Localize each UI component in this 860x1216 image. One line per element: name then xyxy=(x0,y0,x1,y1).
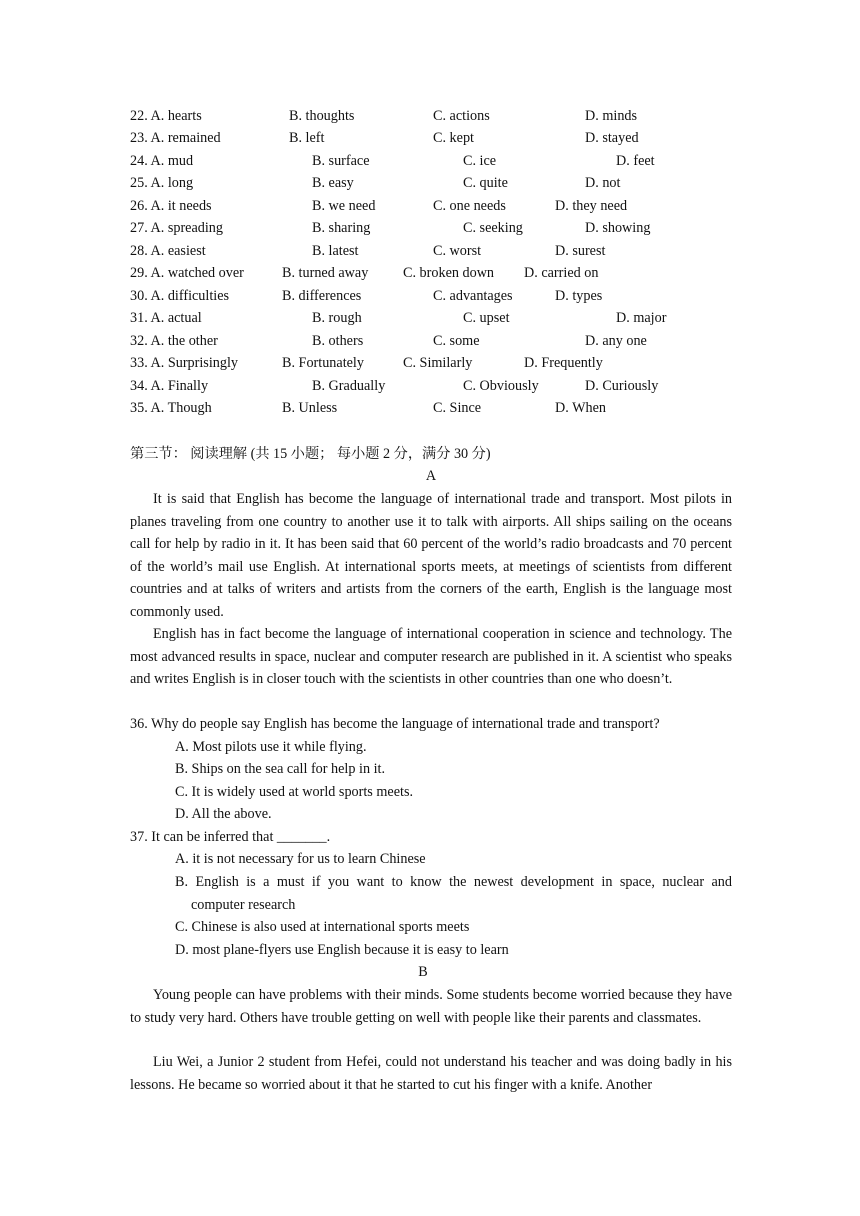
question-37-stem: 37. It can be inferred that _______. xyxy=(130,829,331,845)
option-c: C. actions xyxy=(433,108,490,124)
option-d: D. Frequently xyxy=(524,355,603,371)
option-b: B. others xyxy=(312,333,364,349)
passage-a-label: A xyxy=(425,468,437,484)
question-37-option-a: A. it is not necessary for us to learn Chinese xyxy=(175,851,426,867)
option-d: D. feet xyxy=(616,153,655,169)
option-a: 25. A. long xyxy=(130,175,194,191)
passage-a-paragraph-2: English has in fact become the language of international cooperation in science and technology. The most advanced results in space, nuclear and computer research are published in it. A scientist who speaks and writes English is in closer touch with the scientists in other countries than one who doesn’t. xyxy=(130,626,732,688)
option-b: B. Gradually xyxy=(312,378,386,394)
cloze-row-34 xyxy=(130,375,740,397)
option-b: B. latest xyxy=(312,243,359,259)
option-d: D. showing xyxy=(585,220,651,236)
question-36-option-d: D. All the above. xyxy=(175,806,272,822)
option-a: 29. A. watched over xyxy=(130,265,244,281)
option-a: 34. A. Finally xyxy=(130,378,209,394)
cloze-row-28 xyxy=(130,240,740,262)
question-36-option-a: A. Most pilots use it while flying. xyxy=(175,739,367,755)
question-37-option-c: C. Chinese is also used at international sports meets xyxy=(175,919,470,935)
option-c: C. ice xyxy=(463,153,497,169)
option-c: C. advantages xyxy=(433,288,513,304)
option-d: D. any one xyxy=(585,333,647,349)
option-c: C. upset xyxy=(463,310,510,326)
question-36-stem: 36. Why do people say English has become the language of international trade and transport? xyxy=(130,716,660,732)
option-d: D. types xyxy=(555,288,603,304)
option-b: B. differences xyxy=(282,288,362,304)
question-37-option-b-line-2: computer research xyxy=(191,896,296,913)
option-b: B. Fortunately xyxy=(282,355,364,371)
cloze-row-30 xyxy=(130,285,740,307)
cloze-row-23 xyxy=(130,127,740,149)
option-a: 32. A. the other xyxy=(130,333,218,349)
option-a: 22. A. hearts xyxy=(130,108,202,124)
option-c: C. kept xyxy=(433,130,474,146)
question-37-option-b-line-1: B. English is a must if you want to know the newest development in space, nuclear and xyxy=(175,874,732,890)
passage-b-paragraph-1: Young people can have problems with their minds. Some students become worried because they have to study very hard. Others have trouble getting on well with people like their parents and classmates. xyxy=(130,987,732,1026)
question-37-option-d: D. most plane-flyers use English because it is easy to learn xyxy=(175,942,509,958)
cloze-row-35 xyxy=(130,397,740,419)
cloze-row-29 xyxy=(130,262,740,284)
option-d: D. When xyxy=(555,400,606,416)
question-36-option-b: B. Ships on the sea call for help in it. xyxy=(175,761,386,777)
option-d: D. surest xyxy=(555,243,606,259)
option-d: D. major xyxy=(616,310,667,326)
cloze-row-25 xyxy=(130,172,740,194)
option-c: C. some xyxy=(433,333,480,349)
option-d: D. minds xyxy=(585,108,638,124)
cloze-row-22 xyxy=(130,105,740,127)
option-a: 31. A. actual xyxy=(130,310,202,326)
option-c: C. one needs xyxy=(433,198,506,214)
question-37-option-b xyxy=(175,871,732,916)
option-a: 24. A. mud xyxy=(130,153,194,169)
option-c: C. Obviously xyxy=(463,378,539,394)
section-heading: 第三节： 阅读理解 (共 15 小题； 每小题 2 分，满分 30 分) xyxy=(130,446,491,462)
option-d: D. carried on xyxy=(524,265,599,281)
option-a: 30. A. difficulties xyxy=(130,288,230,304)
option-d: D. they need xyxy=(555,198,628,214)
option-a: 27. A. spreading xyxy=(130,220,223,236)
question-36-option-c: C. It is widely used at world sports meets. xyxy=(175,784,414,800)
option-b: B. left xyxy=(289,130,325,146)
cloze-row-26 xyxy=(130,195,740,217)
option-b: B. turned away xyxy=(282,265,369,281)
option-b: B. easy xyxy=(312,175,354,191)
option-d: D. stayed xyxy=(585,130,639,146)
passage-b-label: B xyxy=(418,964,428,980)
option-a: 35. A. Though xyxy=(130,400,212,416)
passage-b-paragraph-2: Liu Wei, a Junior 2 student from Hefei, could not understand his teacher and was doing badly in his lessons. He became so worried about it that he started to cut his finger with a knife. Another xyxy=(130,1054,732,1093)
passage-a-paragraph-1: It is said that English has become the language of international trade and transport. Most pilots in planes traveling from one country to another use it to talk with airports. All ships sailing on the oceans call for help by radio in it. It has been said that 60 percent of the world’s radio broadcasts and 70 percent of the world’s mail use English. At international sports meets, at meetings of scientists from different countries and at talks of writers and artists from the corners of the earth, English is the language most commonly used. xyxy=(130,491,732,620)
cloze-row-31 xyxy=(130,307,740,329)
cloze-row-33 xyxy=(130,352,740,374)
option-a: 33. A. Surprisingly xyxy=(130,355,238,371)
option-a: 28. A. easiest xyxy=(130,243,206,259)
option-c: C. worst xyxy=(433,243,482,259)
option-b: B. Unless xyxy=(282,400,338,416)
cloze-row-27 xyxy=(130,217,740,239)
cloze-row-24 xyxy=(130,150,740,172)
option-a: 26. A. it needs xyxy=(130,198,212,214)
option-b: B. sharing xyxy=(312,220,371,236)
option-c: C. Similarly xyxy=(403,355,473,371)
option-c: C. Since xyxy=(433,400,482,416)
option-c: C. quite xyxy=(463,175,508,191)
option-c: C. seeking xyxy=(463,220,523,236)
option-b: B. thoughts xyxy=(289,108,355,124)
option-d: D. Curiously xyxy=(585,378,659,394)
option-b: B. surface xyxy=(312,153,370,169)
option-b: B. rough xyxy=(312,310,362,326)
cloze-row-32 xyxy=(130,330,740,352)
option-d: D. not xyxy=(585,175,621,191)
option-c: C. broken down xyxy=(403,265,495,281)
option-a: 23. A. remained xyxy=(130,130,221,146)
option-b: B. we need xyxy=(312,198,376,214)
